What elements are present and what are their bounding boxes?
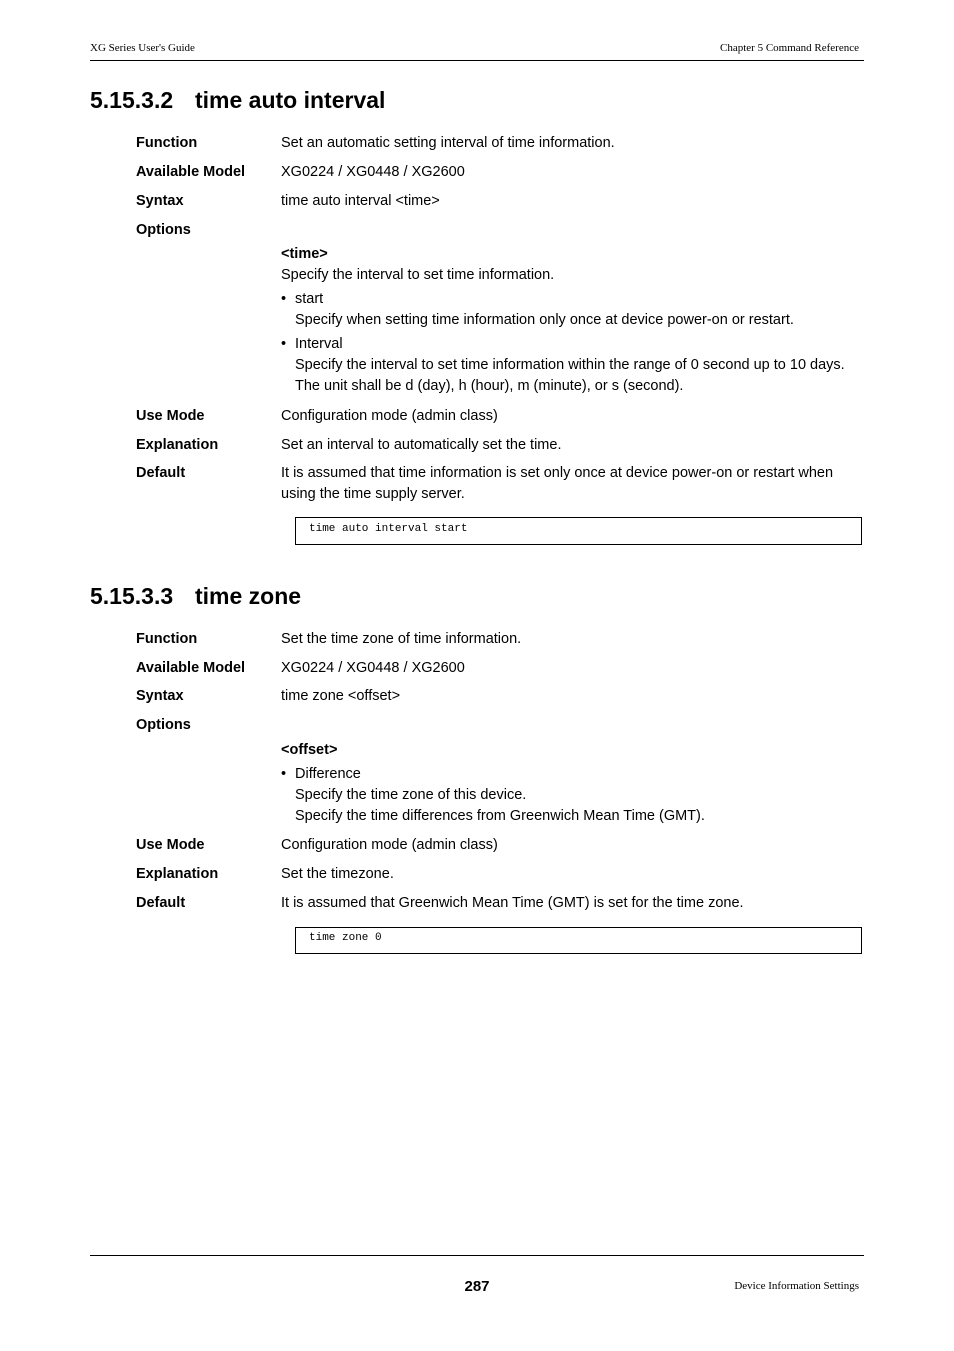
option-bullet-interval-desc1: Specify the interval to set time information within the range of 0 second up to 10 days. (295, 357, 845, 373)
available-model-value: XG0224 / XG0448 / XG2600 (281, 164, 465, 180)
section-time-auto-interval (90, 85, 864, 535)
syntax-label: Syntax (136, 193, 184, 209)
use-mode-label: Use Mode (136, 408, 205, 424)
default-line-2: using the time supply server. (281, 486, 465, 502)
page-footer (90, 1255, 864, 1296)
function-label: Function (136, 135, 198, 151)
option-name: <offset> (281, 742, 338, 758)
explanation-label: Explanation (136, 437, 219, 453)
syntax-value: time zone <offset> (281, 688, 401, 704)
default-label: Default (136, 465, 186, 481)
available-model-label: Available Model (136, 164, 246, 180)
use-mode-value: Configuration mode (admin class) (281, 837, 498, 853)
option-bullet-interval: • Interval (281, 334, 866, 355)
options-value (281, 740, 866, 827)
option-bullet-start: • start (281, 289, 866, 310)
option-bullet-interval-desc2: The unit shall be d (day), h (hour), m (minute), or s (second). (295, 378, 684, 394)
function-value: Set the time zone of time information. (281, 631, 522, 647)
default-value (281, 463, 866, 505)
use-mode-value: Configuration mode (admin class) (281, 408, 498, 424)
available-model-value: XG0224 / XG0448 / XG2600 (281, 660, 465, 676)
section-heading (90, 581, 864, 611)
syntax-label: Syntax (136, 688, 184, 704)
option-bullet-difference: • Difference (281, 764, 866, 785)
default-label: Default (136, 895, 186, 911)
option-bullet-difference-desc2: Specify the time differences from Greenwich Mean Time (GMT). (295, 808, 705, 824)
page-number: 287 (464, 1278, 490, 1295)
page-header (90, 42, 864, 61)
section-number: 5.15.3.2 (90, 87, 174, 113)
option-bullet-difference-desc1: Specify the time zone of this device. (295, 787, 527, 803)
default-line-1: It is assumed that time information is set only once at device power-on or restart when (281, 465, 834, 481)
function-value: Set an automatic setting interval of time information. (281, 135, 615, 151)
option-bullet-start-desc: Specify when setting time information only once at device power-on or restart. (295, 312, 794, 328)
option-name: <time> (281, 246, 328, 262)
syntax-value: time auto interval <time> (281, 193, 440, 209)
options-value (281, 244, 866, 397)
option-description: Specify the interval to set time information. (281, 267, 555, 283)
use-mode-label: Use Mode (136, 837, 205, 853)
section-time-zone (90, 581, 864, 944)
default-value: It is assumed that Greenwich Mean Time (GMT) is set for the time zone. (281, 895, 744, 911)
code-example: time auto interval start (295, 517, 862, 545)
function-label: Function (136, 631, 198, 647)
section-title: time auto interval (195, 87, 386, 113)
section-title: time zone (195, 583, 302, 609)
code-example: time zone 0 (295, 927, 862, 954)
options-label: Options (136, 717, 191, 733)
section-number: 5.15.3.3 (90, 583, 174, 609)
chapter-title: Chapter 5 Command Reference (720, 42, 859, 54)
footer-section-title: Device Information Settings (734, 1280, 859, 1292)
explanation-label: Explanation (136, 866, 219, 882)
guide-title: XG Series User's Guide (90, 42, 195, 54)
available-model-label: Available Model (136, 660, 246, 676)
options-label: Options (136, 222, 191, 238)
explanation-value: Set an interval to automatically set the time. (281, 437, 562, 453)
explanation-value: Set the timezone. (281, 866, 394, 882)
section-heading (90, 85, 864, 115)
